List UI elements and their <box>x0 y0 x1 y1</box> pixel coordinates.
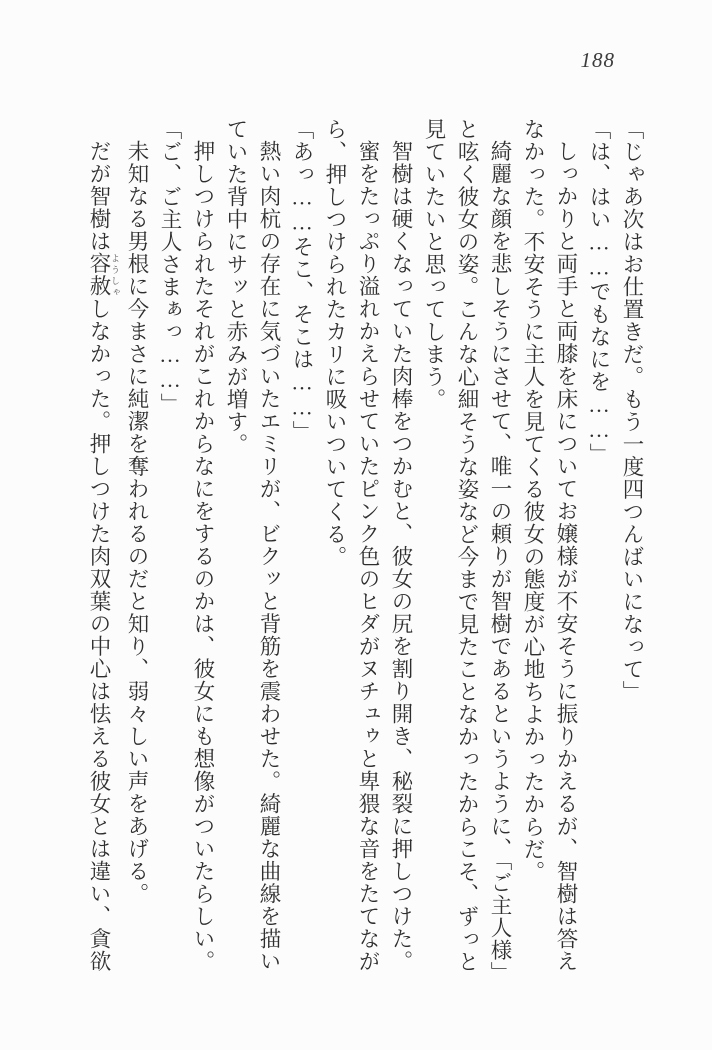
text-line: しっかりと両手と両膝を床についてお嬢様が不安そうに振りかえるが、智樹は答え <box>554 139 578 972</box>
text-line: 「じゃあ次はお仕置きだ。もう一度四つんばいになって」 <box>620 118 644 703</box>
text-line: 「ご、ご主人さまぁっ……」 <box>158 118 182 416</box>
furigana-ruby: 容赦 ようしゃ <box>87 252 120 297</box>
text-line: 押しつけられたそれがこれからなにをするのかは、彼女にも想像がついたらしい。 <box>191 139 215 972</box>
text-line: なかった。不安そうに主人を見てくる彼女の態度が心地ちよかったからだ。 <box>521 118 545 883</box>
vertical-text-block <box>82 118 648 984</box>
text-line: ら、押しつけられたカリに吸いついてくる。 <box>323 118 347 568</box>
text-line: 見ていたいと思ってしまう。 <box>422 118 446 411</box>
text-line: だが智樹は容赦 ようしゃしなかった。押しつけた肉双葉の中心は怯える彼女とは違い、貪欲 <box>87 139 120 972</box>
text-line: と呟く彼女の姿。こんな心細そうな姿など今まで見たことなかったからこそ、ずっと <box>455 118 479 973</box>
text-line: 「あっ……そこ、そこは……」 <box>290 118 314 443</box>
text-line: 智樹は硬くなっていた肉棒をつかむと、彼女の尻を割り開き、秘裂に押しつけた。 <box>389 139 413 972</box>
text-line: ていた背中にサッと赤みが増す。 <box>224 118 248 456</box>
text-line: 「は、はい……でもなにを……」 <box>587 118 611 466</box>
text-line: 蜜をたっぷり溢れかえらせていたピンク色のヒダがヌチュゥと卑猥な音をたてなが <box>356 139 380 972</box>
text-line: 綺麗な顔を悲しそうにさせて、唯一の頼りが智樹であるというように、「ご主人様」 <box>488 139 512 984</box>
text-line: 熱い肉杭の存在に気づいたエミリが、ビクッと背筋を震わせた。綺麗な曲線を描い <box>257 139 281 972</box>
page-number: 188 <box>580 48 615 72</box>
text-line: 未知なる男根に今まさに純潔を奪われるのだと知り、弱々しい声をあげる。 <box>125 139 149 905</box>
